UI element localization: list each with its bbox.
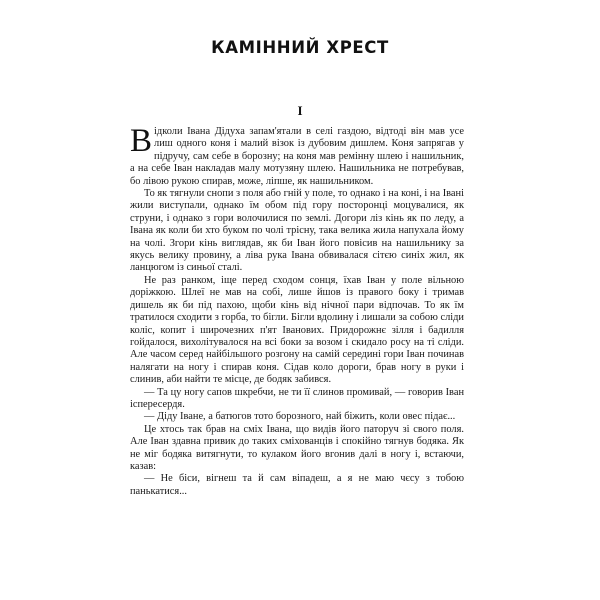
- dialogue-paragraph: — Та цу ногу сапов шкребчи, не ти її слинов промивай, — говорив Іван іспересердя.: [130, 386, 464, 410]
- paragraph: Не раз ранком, іще перед сходом сонця, їхав Іван у поле вільною доріжкою. Шлеї не мав на собі, лише йшов із правого боку і тримав дишель як би під пахою, щоби кінь від нічної пари відпочав. То як їм тратилося сходити з горба, то бігли. Бігли вдолину і лишали за собою сліди коліс, копит і широчезних п'ят Іванових. Придорожнє зілля і бадилля гойдалося, вихолітувалося на всі боки за возом і скидало росу на ті сліди. Але часом серед найбільшого розгону на самій середині гори Іван починав налягати на ногу і спирав коня. Сідав коло дороги, брав ногу в руки і слинив, аби найти те місце, де бодяк забився.: [130, 274, 464, 386]
- page-title: КАМІННИЙ ХРЕСТ: [211, 38, 389, 57]
- dialogue-paragraph: — Діду Іване, а батюгов тото борозного, най біжить, коли овес підає...: [144, 411, 456, 423]
- chapter-number: I: [297, 103, 303, 118]
- dialogue-paragraph: — Не біси, вігнеш та й сам віпадеш, а я не маю чєсу з тобою панькатися...: [130, 473, 464, 497]
- paragraph-text: ідколи Івана Дідуха запам'ятали в селі газдою, відтоді він мав усе лиш одного коня і малий візок із дубовим дишлем. Коня запрягав у підручу, сам себе в борозну; на коня мав ремінну шлею і нашильник, а на себе Іван накладав малу мотузяну шлею. Нашильника не потребував, бо лівою рукою спирав, може, ліпше, як нашильником.: [130, 126, 464, 187]
- drop-cap: В: [130, 123, 153, 159]
- paragraph: То як тягнули снопи з поля або гній у поле, то однако і на коні, і на Івані жили виступали, однако їм обом під гору посторонці моцувалися, як струни, і однако з гори волочилися по землі. Догори ліз кінь як по леду, а Івана як коли би хто буком по чолі трісну, така велика жила напухала йому на чолі. Згори кінь виглядав, як би Іван його повісив на нашильнику за якусь велику провину, а ліва рука Івана обвивалася сітєю синіх жил, як ланцюгом із синьої сталі.: [130, 188, 464, 274]
- body-text: [130, 123, 464, 498]
- paragraph: Це хтось так брав на сміх Івана, що видів його паторуч зі свого поля. Але Іван здавна привик до таких сміхованців і спокійно тягнув бодяка. Як не міг бодяка витягнути, то кулаком його вгонив далі в ногу і, встаючи, казав:: [130, 423, 464, 472]
- paragraph: [130, 123, 464, 188]
